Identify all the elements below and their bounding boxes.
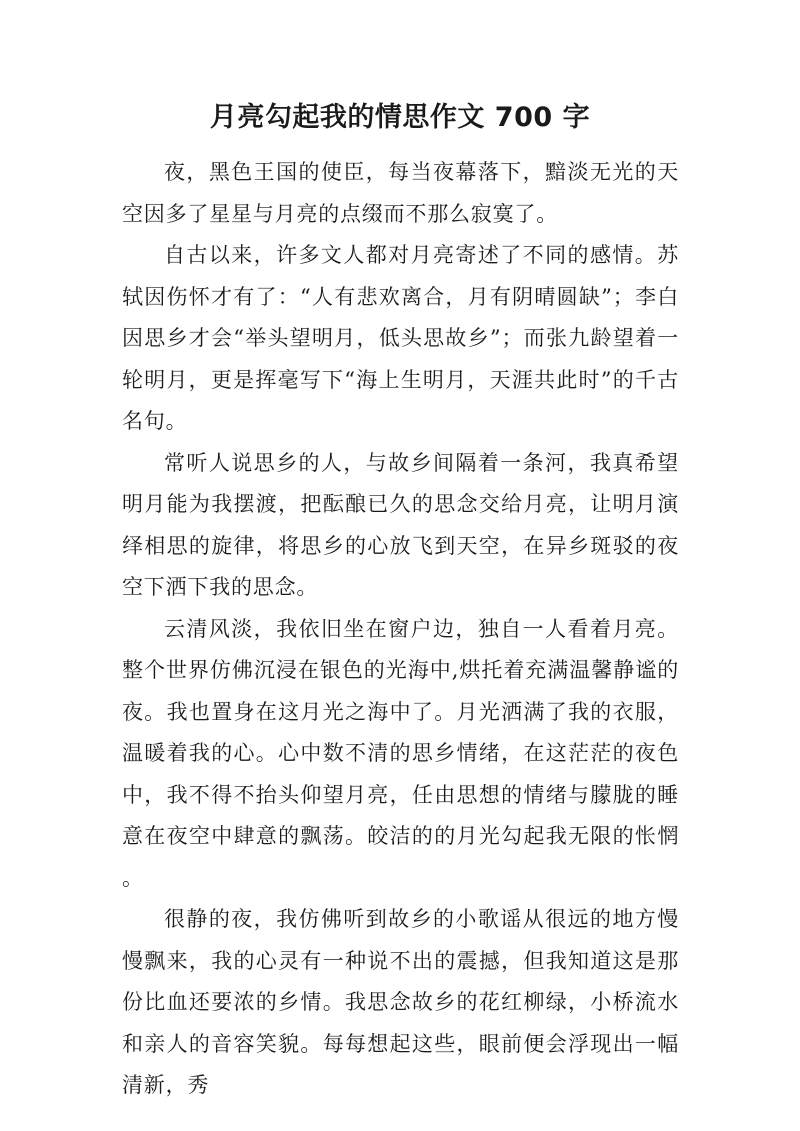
paragraph-4: 云清风淡，我依旧坐在窗户边，独自一人看着月亮。整个世界仿佛沉浸在银色的光海中,烘托着充满温馨静谧的夜。我也置身在这月光之海中了。月光洒满了我的衣服，温暖着我的心。心中数不清的思乡情绪，在这茫茫的夜色中，我不得不抬头仰望月亮，任由思想的情绪与朦胧的睡意在夜空中肆意的飘荡。皎洁的的月光勾起我无限的怅惘。 <box>122 616 679 890</box>
paragraph-1: 夜，黑色王国的使臣，每当夜幕落下，黯淡无光的天空因多了星星与月亮的点缀而不那么寂寞了。 <box>122 160 679 226</box>
paragraph-3: 常听人说思乡的人，与故乡间隔着一条河，我真希望明月能为我摆渡，把酝酿已久的思念交给月亮，让明月演绎相思的旋律，将思乡的心放飞到天空，在异乡斑驳的夜空下洒下我的思念。 <box>122 450 679 599</box>
paragraph-2: 自古以来，许多文人都对月亮寄述了不同的感情。苏轼因伤怀才有了：“人有悲欢离合，月有阴晴圆缺”；李白因思乡才会“举头望明月，低头思故乡”；而张九龄望着一轮明月，更是挥毫写下“海上生明月，天涯共此时”的千古名句。 <box>122 243 679 433</box>
document-body <box>122 152 679 1107</box>
document-title: 月亮勾起我的情思作文 700 字 <box>209 102 591 133</box>
paragraph-5: 很静的夜，我仿佛听到故乡的小歌谣从很远的地方慢慢飘来，我的心灵有一种说不出的震撼，但我知道这是那份比血还要浓的乡情。我思念故乡的花红柳绿，小桥流水和亲人的音容笑貌。每每想起这些，眼前便会浮现出一幅清新，秀 <box>122 907 679 1097</box>
